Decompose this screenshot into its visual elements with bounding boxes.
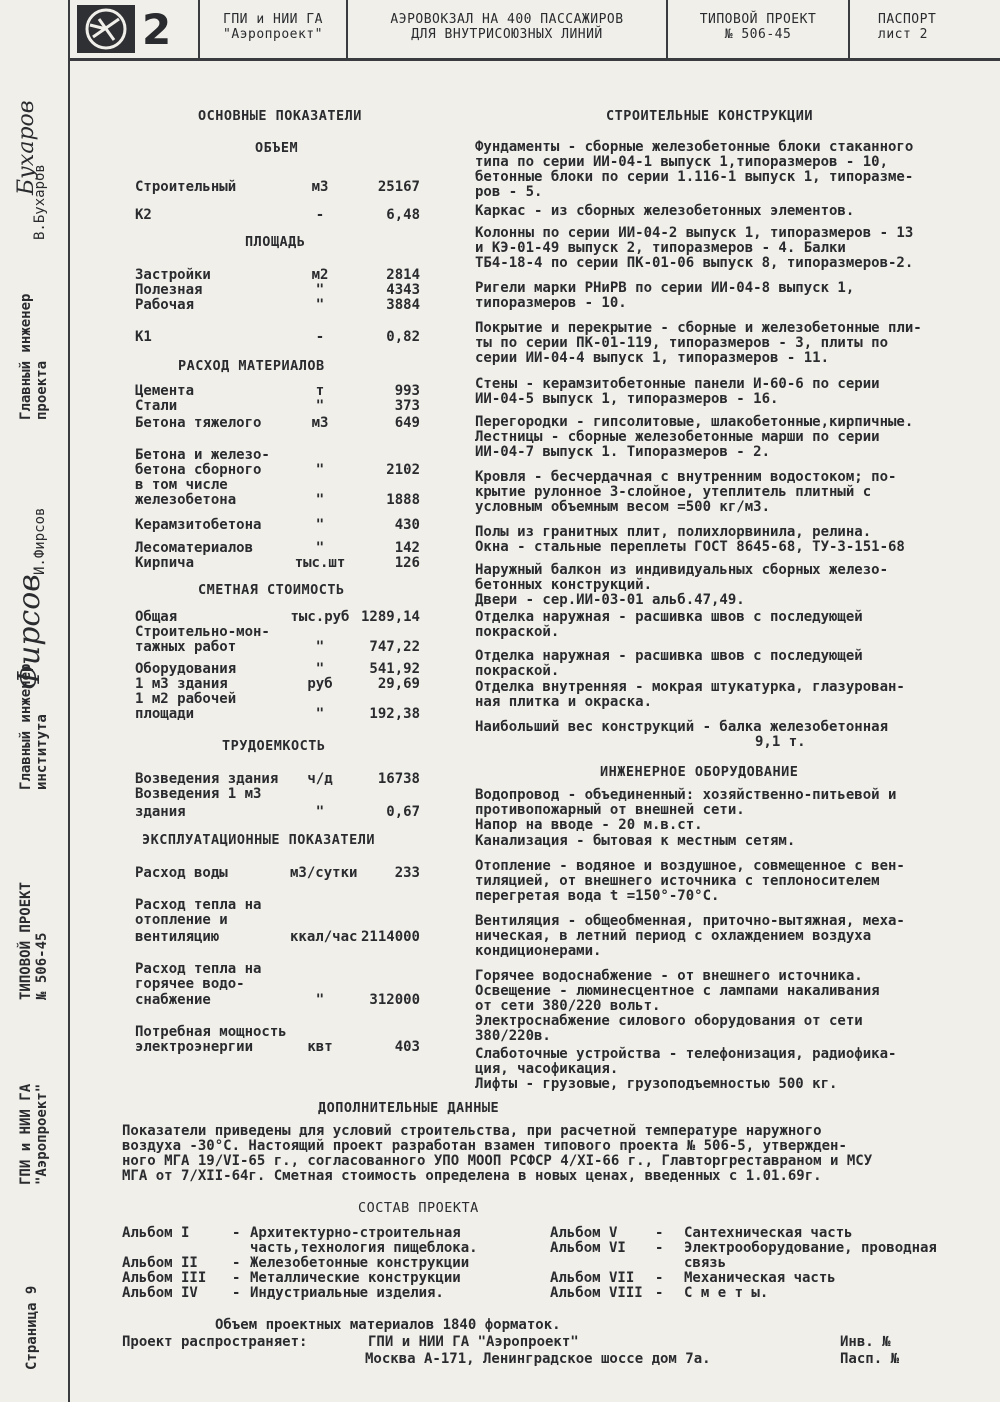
engineering-line: Освещение - люминесцентное с лампами накаливания [475, 983, 880, 999]
construction-line: бетонные блоки по серии 1.116-1 выпуск 1, типоразме- [475, 169, 914, 185]
indicator-label: К1 [135, 329, 152, 345]
indicator-label: К2 [135, 207, 152, 223]
engineering-line: Вентиляция - общеобменная, приточно-вытяжная, меха- [475, 913, 905, 929]
construction-line: ИИ-04-7 выпуск 1. Типоразмеров - 2. [475, 444, 771, 460]
construction-line: ТБ4-18-4 по серии ПК-01-06 выпуск 8, типоразмеров-2. [475, 255, 914, 271]
construction-line: Стены - керамзитобетонные панели И-60-6 по серии [475, 376, 880, 392]
construction-line: Двери - сер.ИИ-03-01 альб.47,49. [475, 592, 745, 608]
engineering-line: противопожарный от внешней сети. [475, 802, 745, 818]
indicator-unit: квт [307, 1039, 333, 1055]
title-cell: АЭРОВОКЗАЛ НА 400 ПАССАЖИРОВ ДЛЯ ВНУТРИСОЮЗНЫХ ЛИНИЙ [348, 0, 668, 58]
album-desc: Электрооборудование, проводная [684, 1240, 937, 1256]
volume-line: Объем проектных материалов 1840 форматок. [215, 1317, 561, 1333]
indicator-value: 649 [394, 415, 420, 431]
indicator-label: электроэнергии [135, 1039, 254, 1055]
engineering-line: ция, часофикация. [475, 1061, 619, 1077]
indicator-value: 747,22 [369, 639, 420, 655]
org-cell: ГПИ и НИИ ГА "Аэропроект" [200, 0, 348, 58]
indicator-value: 2114000 [360, 929, 420, 945]
extra-data-line: Показатели приведены для условий строительства, при расчетной температуре наружного [122, 1123, 822, 1139]
distrib-address: Москва А-171, Ленинградское шоссе дом 7а. [365, 1351, 711, 1367]
engineering-line: Электроснабжение силового оборудования от сети [475, 1013, 863, 1029]
logo-cell [70, 0, 200, 58]
album-label: Альбом IV [122, 1285, 198, 1301]
album-desc: Индустриальные изделия. [250, 1285, 444, 1301]
album-desc: Металлические конструкции [250, 1270, 461, 1286]
indicator-unit: м3 [311, 179, 329, 195]
indicator-value: 126 [394, 555, 420, 571]
indicator-value: 16738 [377, 771, 420, 787]
indicator-value: 2814 [386, 267, 420, 283]
indicator-unit: - [315, 207, 325, 223]
indicator-unit: " [315, 282, 325, 298]
engineering-line: Горячее водоснабжение - от внешнего источника. [475, 968, 863, 984]
indicator-unit: ккал/час [290, 929, 358, 945]
indicator-value: 993 [394, 383, 420, 399]
album-dash: - [655, 1285, 664, 1301]
construction-line: 9,1 т. [755, 734, 806, 750]
indicator-label: площади [135, 706, 195, 722]
distrib-label: Проект распространяет: [122, 1334, 308, 1350]
album-label: Альбом III [122, 1270, 207, 1286]
indicator-value: 233 [394, 865, 420, 881]
materials-title: РАСХОД МАТЕРИАЛОВ [178, 358, 325, 374]
construction-line: серии ИИ-04-4 выпуск 1, типоразмеров - 11. [475, 350, 830, 366]
construction-line: ров - 5. [475, 184, 543, 200]
indicator-label: Строительно-мон- [135, 624, 270, 640]
construction-line: ИИ-04-5 выпуск 1, типоразмеров - 16. [475, 391, 779, 407]
ops-title: ЭКСПЛУАТАЦИОННЫЕ ПОКАЗАТЕЛИ [142, 832, 375, 848]
album-desc: Механическая часть [684, 1270, 836, 1286]
indicator-label: здания [135, 804, 186, 820]
sidebar-project-number: ТИПОВОЙ ПРОЕКТ № 506-45 [18, 881, 50, 1000]
indicator-unit: м3/сутки [290, 865, 358, 881]
extra-data-line: ного МГА 19/VI-65 г., согласованного УПО МООП РСФСР 4/XI-66 г., Главторгреставраном и МСУ [122, 1153, 873, 1169]
indicator-value: 142 [394, 540, 420, 556]
indicator-label: в том числе [135, 477, 228, 493]
engineering-line: Напор на вводе - 20 м.в.ст. [475, 817, 703, 833]
indicator-label: Расход тепла на [135, 897, 262, 913]
composition-title: СОСТАВ ПРОЕКТА [358, 1200, 479, 1216]
indicator-value: 2102 [386, 462, 420, 478]
indicator-unit: " [315, 297, 325, 313]
indicator-label: Возведения здания [135, 771, 279, 787]
indicator-unit: " [315, 398, 325, 414]
indicator-label: горячее водо- [135, 976, 245, 992]
engineering-line: Лифты - грузовые, грузоподъемностью 500 кг. [475, 1076, 838, 1092]
indicator-unit: тыс.руб [290, 609, 350, 625]
indicator-label: отопление и [135, 912, 228, 928]
indicator-unit: " [315, 639, 325, 655]
album-desc: часть,технология пищеблока. [250, 1240, 478, 1256]
sidebar-page-number: Страница 9 [24, 1285, 40, 1370]
indicator-value: 312000 [369, 992, 420, 1008]
album-dash: - [232, 1285, 241, 1301]
indicator-unit: т [315, 383, 325, 399]
album-dash: - [232, 1270, 241, 1286]
indicator-label: Полезная [135, 282, 203, 298]
indicator-label: Строительный [135, 179, 237, 195]
indicator-unit: - [315, 329, 325, 345]
indicator-unit: " [315, 462, 325, 478]
indicator-label: 1 м3 здания [135, 676, 228, 692]
chief-engineer-project-role: Главный инженер проекта [18, 293, 50, 420]
indicator-value: 373 [394, 398, 420, 414]
indicator-unit: тыс.шт [294, 555, 346, 571]
indicator-label: Возведения 1 м3 [135, 786, 262, 802]
construction-line: Наружный балкон из индивидуальных сборных железо- [475, 562, 889, 578]
indicator-label: Застройки [135, 267, 211, 283]
distrib-org: ГПИ и НИИ ГА "Аэропроект" [368, 1334, 579, 1350]
indicator-label: Керамзитобетона [135, 517, 262, 533]
construction-line: покраской. [475, 663, 560, 679]
construction-line: Лестницы - сборные железобетонные марши по серии [475, 429, 880, 445]
indicator-unit: " [315, 706, 325, 722]
chief-engineer-institute-role: Главный инженер института [18, 663, 50, 790]
indicator-label: 1 м2 рабочей [135, 691, 237, 707]
indicator-label: Потребная мощность [135, 1024, 287, 1040]
indicator-label: Рабочая [135, 297, 195, 313]
doc-type-cell: ПАСПОРТ лист 2 [878, 12, 937, 42]
main-indicators-title: ОСНОВНЫЕ ПОКАЗАТЕЛИ [198, 108, 362, 124]
construction-line: ная плитка и окраска. [475, 694, 653, 710]
album-desc: С м е т ы. [684, 1285, 769, 1301]
labor-title: ТРУДОЕМКОСТЬ [222, 738, 326, 754]
construction-line: Покрытие и перекрытие - сборные и железобетонные пли- [475, 320, 922, 336]
indicator-value: 4343 [386, 282, 420, 298]
extra-data-line: МГА от 7/XII-64г. Сметная стоимость определена в новых ценах, введенных с 1.01.69г. [122, 1168, 822, 1184]
album-dash: - [655, 1270, 664, 1286]
indicator-label: бетона сборного [135, 462, 262, 478]
construction-line: типоразмеров - 10. [475, 295, 627, 311]
engineering-line: кондиционерами. [475, 943, 602, 959]
construction-line: типа по серии ИИ-04-1 выпуск 1,типоразмеров - 10, [475, 154, 889, 170]
sheet-number: 2 [142, 4, 172, 54]
indicator-value: 29,69 [377, 676, 420, 692]
construction-line: Перегородки - гипсолитовые, шлакобетонные,кирпичные. [475, 414, 914, 430]
chief-engineer-project-name: В.Бухаров [32, 164, 48, 240]
indicator-unit: " [315, 992, 325, 1008]
construction-line: Кровля - бесчердачная с внутренним водостоком; по- [475, 469, 897, 485]
indicator-label: Кирпича [135, 555, 195, 571]
construction-line: Полы из гранитных плит, полихлорвинила, релина. [475, 524, 872, 540]
engineering-line: Слаботочные устройства - телефонизация, радиофика- [475, 1046, 897, 1062]
construction-line: ты по серии ПК-01-119, типоразмеров - 3, плиты по [475, 335, 889, 351]
album-desc: Архитектурно-строительная [250, 1225, 461, 1241]
engineering-line: ническая, в летний период с охлаждением воздуха [475, 928, 872, 944]
construction-line: Ригели марки РНиРВ по серии ИИ-04-8 выпуск 1, [475, 280, 855, 296]
album-label: Альбом I [122, 1225, 190, 1241]
album-desc: Сантехническая часть [684, 1225, 853, 1241]
indicator-label: Стали [135, 398, 178, 414]
chief-engineer-institute-name: И.Фирсов [32, 507, 48, 575]
indicator-value: 3884 [386, 297, 420, 313]
construction-line: Окна - стальные переплеты ГОСТ 8645-68, ТУ-3-151-68 [475, 539, 905, 555]
indicator-value: 0,82 [386, 329, 420, 345]
album-label: Альбом VI [550, 1240, 626, 1256]
indicator-unit: м2 [311, 267, 329, 283]
indicator-label: Расход воды [135, 865, 228, 881]
indicator-value: 0,67 [386, 804, 420, 820]
cost-title: СМЕТНАЯ СТОИМОСТЬ [198, 582, 345, 598]
construction-line: Колонны по серии ИИ-04-2 выпуск 1, типоразмеров - 13 [475, 225, 914, 241]
construction-line: бетонных конструкций. [475, 577, 653, 593]
indicator-label: Лесоматериалов [135, 540, 254, 556]
sidebar-organization: ГПИ и НИИ ГА "Аэропроект" [18, 1083, 50, 1185]
album-desc: Железобетонные конструкции [250, 1255, 470, 1271]
construction-line: покраской. [475, 624, 560, 640]
engineering-line: Отопление - водяное и воздушное, совмещенное с вен- [475, 858, 905, 874]
indicator-unit: " [315, 517, 325, 533]
engineering-line: Канализация - бытовая к местным сетям. [475, 833, 796, 849]
indicator-unit: ч/д [307, 771, 333, 787]
construction-line: и КЭ-01-49 выпуск 2, типоразмеров - 4. Балки [475, 240, 846, 256]
indicator-unit: " [315, 492, 325, 508]
indicator-label: Бетона и железо- [135, 447, 270, 463]
indicator-unit: " [315, 540, 325, 556]
album-label: Альбом VIII [550, 1285, 643, 1301]
aeroproekt-logo-icon [76, 4, 136, 54]
album-label: Альбом V [550, 1225, 618, 1241]
indicator-label: Бетона тяжелого [135, 415, 262, 431]
indicator-value: 25167 [377, 179, 420, 195]
engineering-line: от сети 380/220 вольт. [475, 998, 661, 1014]
album-dash: - [655, 1225, 664, 1241]
construction-line: крытие рулонное 3-слойное, утеплитель плитный с [475, 484, 872, 500]
engineering-line: Водопровод - объединенный: хозяйственно-питьевой и [475, 787, 897, 803]
indicator-unit: м3 [311, 415, 329, 431]
left-margin-strip [0, 0, 70, 1402]
album-desc: связь [684, 1255, 727, 1271]
construction-line: Наибольший вес конструкций - балка железобетонная [475, 719, 889, 735]
construction-line: Каркас - из сборных железобетонных элементов. [475, 203, 855, 219]
indicator-label: Расход тепла на [135, 961, 262, 977]
engineering-line: тиляцией, от внешнего источника с теплоносителем [475, 873, 880, 889]
construction-line: Фундаменты - сборные железобетонные блоки стаканного [475, 139, 914, 155]
engineering-title: ИНЖЕНЕРНОЕ ОБОРУДОВАНИЕ [600, 764, 799, 780]
indicator-value: 1888 [386, 492, 420, 508]
volume-title: ОБЪЕМ [255, 140, 299, 156]
indicator-unit: " [315, 804, 325, 820]
engineering-line: перегретая вода t =150°-70°С. [475, 888, 720, 904]
indicator-value: 403 [394, 1039, 420, 1055]
album-dash: - [232, 1255, 241, 1271]
indicator-label: вентиляцию [135, 929, 220, 945]
extra-data-title: ДОПОЛНИТЕЛЬНЫЕ ДАННЫЕ [318, 1100, 500, 1116]
construction-line: Отделка внутренняя - мокрая штукатурка, глазурован- [475, 679, 905, 695]
indicator-unit: " [315, 661, 325, 677]
signature-2: Фирсов [12, 574, 47, 690]
area-title: ПЛОЩАДЬ [245, 234, 306, 250]
project-cell: ТИПОВОЙ ПРОЕКТ № 506-45 [668, 0, 850, 58]
album-dash: - [232, 1225, 241, 1241]
album-dash: - [655, 1240, 664, 1256]
pass-label: Пасп. № [840, 1351, 900, 1367]
inv-label: Инв. № [840, 1334, 891, 1350]
album-label: Альбом II [122, 1255, 198, 1271]
indicator-unit: руб [307, 676, 333, 692]
indicator-value: 430 [394, 517, 420, 533]
indicator-value: 6,48 [386, 207, 420, 223]
indicator-label: тажных работ [135, 639, 237, 655]
album-label: Альбом VII [550, 1270, 635, 1286]
construction-line: Отделка наружная - расшивка швов с последующей [475, 609, 863, 625]
indicator-value: 541,92 [369, 661, 420, 677]
extra-data-line: воздуха -30°С. Настоящий проект разработан взамен типового проекта № 506-5, утвержден- [122, 1138, 847, 1154]
indicator-value: 1289,14 [360, 609, 420, 625]
indicator-label: снабжение [135, 992, 211, 1008]
indicator-label: Оборудования [135, 661, 237, 677]
construction-line: условным объемным весом =500 кг/м3. [475, 499, 771, 515]
indicator-label: Общая [135, 609, 178, 625]
engineering-line: 380/220в. [475, 1028, 551, 1044]
title-block-header [70, 0, 1000, 61]
constructions-title: СТРОИТЕЛЬНЫЕ КОНСТРУКЦИИ [606, 108, 814, 124]
construction-line: Отделка наружная - расшивка швов с последующей [475, 648, 863, 664]
indicator-value: 192,38 [369, 706, 420, 722]
indicator-label: Цемента [135, 383, 195, 399]
signature-1: Бухаров [14, 100, 39, 195]
indicator-label: железобетона [135, 492, 237, 508]
